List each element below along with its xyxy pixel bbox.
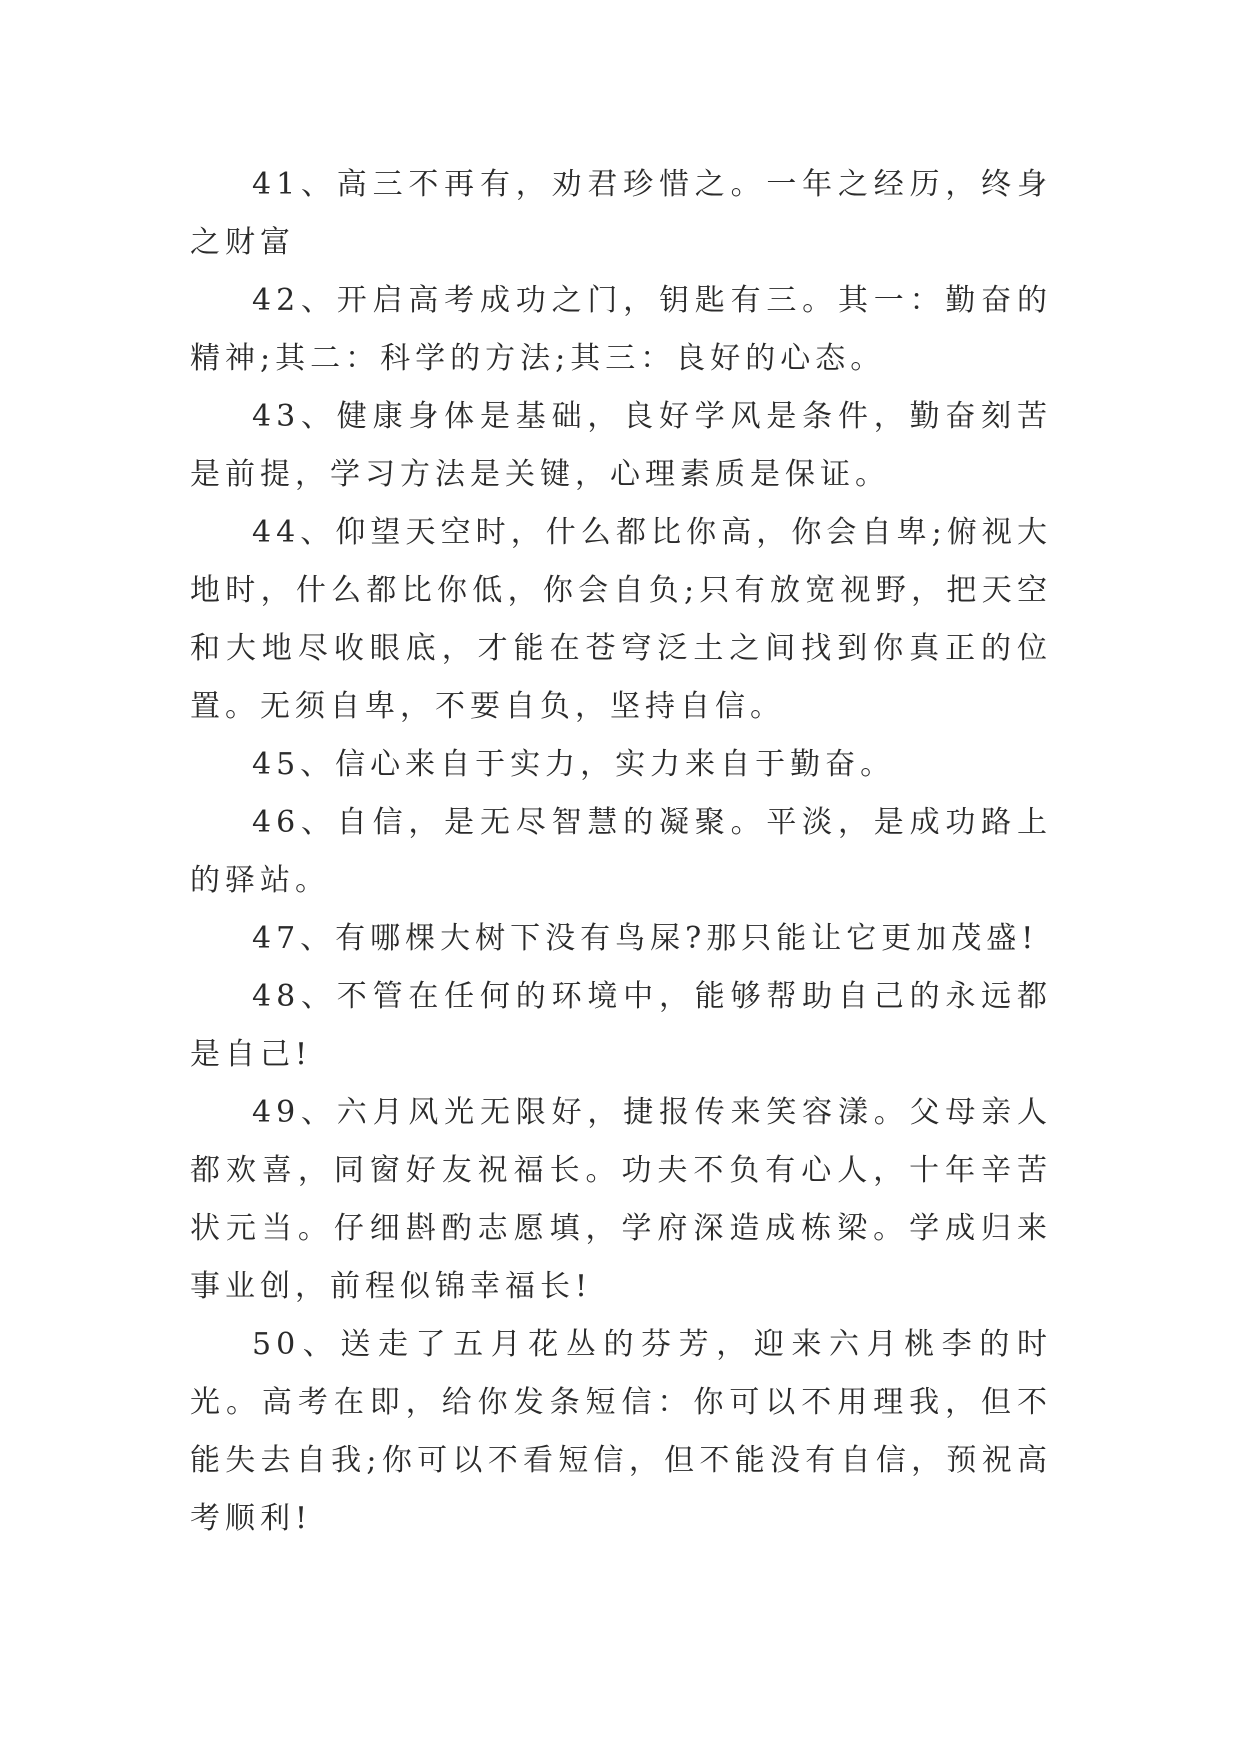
document-body (190, 156, 1052, 1548)
paragraph-47: 47、有哪棵大树下没有鸟屎?那只能让它更加茂盛! (252, 921, 1039, 956)
paragraph-44: 44、仰望天空时，什么都比你高，你会自卑;俯视大地时，什么都比你低，你会自负;只有放宽视野，把天空和大地尽收眼底，才能在苍穹泛土之间找到你真正的位置。无须自卑，不要自负，坚持自信。 (190, 515, 1052, 724)
paragraph-42: 42、开启高考成功之门，钥匙有三。其一：勤奋的精神;其二：科学的方法;其三：良好的心态。 (190, 283, 1052, 376)
paragraph-46: 46、自信，是无尽智慧的凝聚。平淡，是成功路上的驿站。 (190, 805, 1052, 898)
paragraph-48: 48、不管在任何的环境中，能够帮助自己的永远都是自己! (190, 979, 1052, 1072)
paragraph-45: 45、信心来自于实力，实力来自于勤奋。 (252, 747, 896, 782)
paragraph-50: 50、送走了五月花丛的芬芳，迎来六月桃李的时光。高考在即，给你发条短信：你可以不用理我，但不能失去自我;你可以不看短信，但不能没有自信，预祝高考顺利! (190, 1327, 1052, 1536)
paragraph-49: 49、六月风光无限好，捷报传来笑容漾。父母亲人都欢喜，同窗好友祝福长。功夫不负有心人，十年辛苦状元当。仔细斟酌志愿填，学府深造成栋梁。学成归来事业创，前程似锦幸福长! (190, 1095, 1052, 1304)
paragraph-43: 43、健康身体是基础，良好学风是条件，勤奋刻苦是前提，学习方法是关键，心理素质是保证。 (190, 399, 1052, 492)
paragraph-41: 41、高三不再有，劝君珍惜之。一年之经历，终身之财富 (190, 167, 1052, 260)
